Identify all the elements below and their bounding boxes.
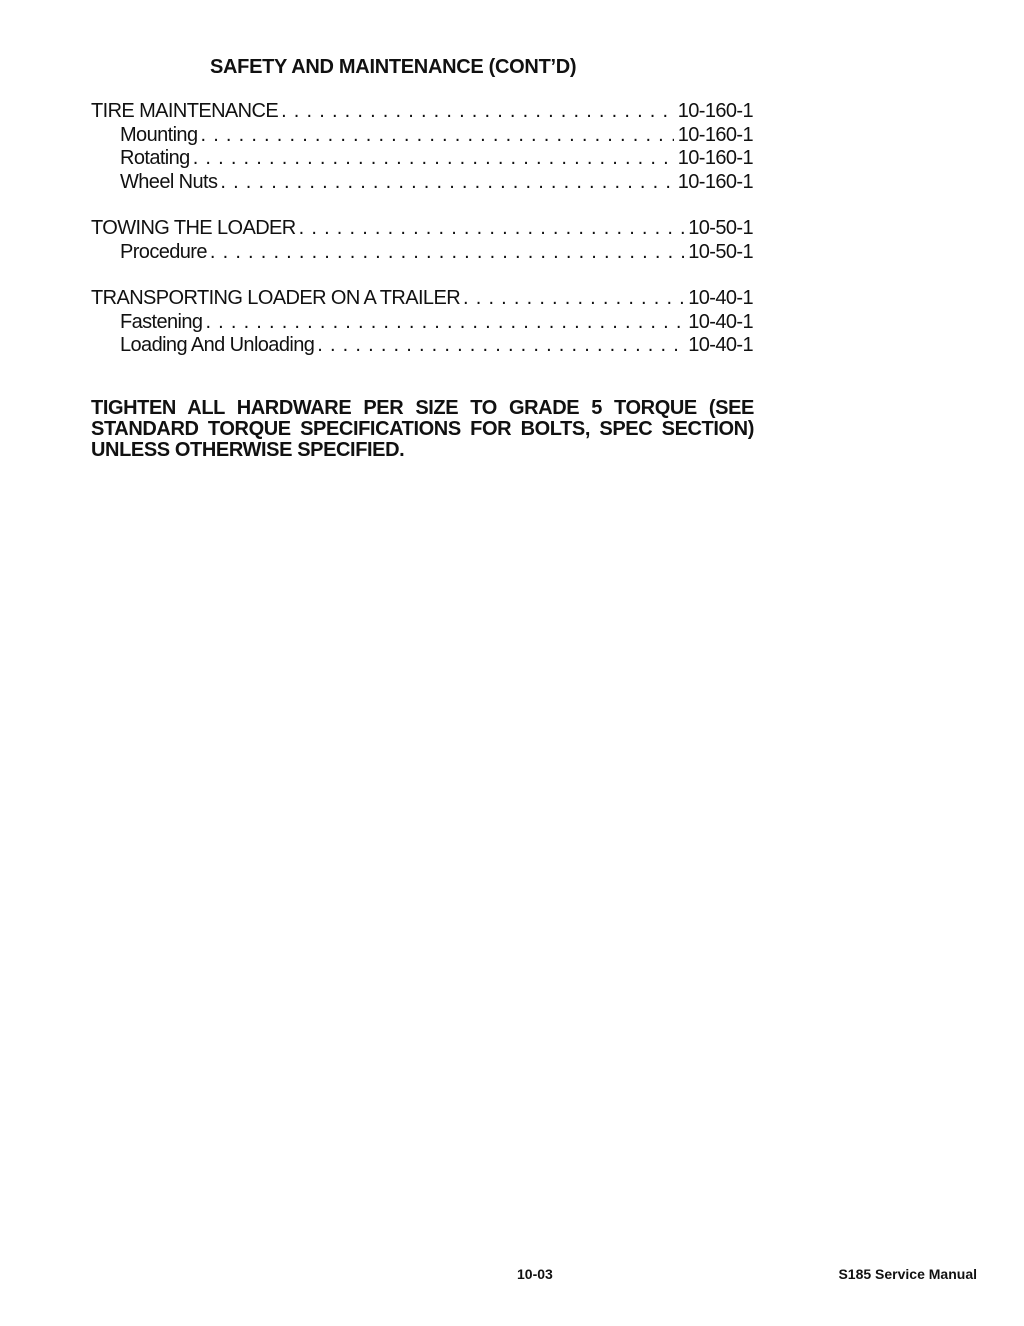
dot-leader [281, 100, 674, 124]
toc-entry[interactable] [91, 287, 753, 311]
toc-subentry[interactable] [91, 147, 753, 171]
toc-entry-label: Mounting [120, 123, 198, 146]
dot-leader [210, 241, 684, 265]
toc-entry-page: 10-40-1 [688, 310, 753, 333]
toc-entry-label: Loading And Unloading [120, 334, 315, 356]
dot-leader [299, 217, 685, 241]
toc-subentry[interactable] [91, 241, 753, 265]
footer-page-number: 10-03 [517, 1266, 553, 1282]
toc-entry-page: 10-40-1 [688, 287, 753, 309]
dot-leader [205, 311, 684, 335]
page-title: SAFETY AND MAINTENANCE (CONT’D) [210, 56, 577, 78]
footer-manual-name: S185 Service Manual [838, 1266, 977, 1282]
toc-section-tire-maintenance [91, 100, 753, 194]
dot-leader [220, 171, 673, 195]
toc-entry-page: 10-40-1 [688, 334, 753, 356]
dot-leader [193, 147, 674, 171]
dot-leader [463, 287, 684, 311]
toc-entry-page: 10-50-1 [688, 217, 753, 239]
toc-entry-page: 10-160-1 [677, 147, 753, 169]
toc-entry-label: Procedure [120, 240, 207, 263]
toc-entry-page: 10-160-1 [677, 170, 753, 193]
toc-subentry[interactable] [91, 124, 753, 148]
toc-entry[interactable] [91, 217, 753, 241]
toc-entry-page: 10-160-1 [677, 123, 753, 146]
torque-note: TIGHTEN ALL HARDWARE PER SIZE TO GRADE 5 TORQUE (SEE STANDARD TORQUE SPECIFICATIONS FOR BOLTS, SPEC SECTION) UNLESS OTHERWISE SPECIFIED. [91, 397, 754, 461]
dot-leader [200, 124, 673, 148]
toc-entry-label: Rotating [120, 147, 190, 169]
toc-entry-page: 10-50-1 [688, 240, 753, 263]
toc-entry-label: Wheel Nuts [120, 170, 218, 193]
table-of-contents [91, 100, 753, 381]
toc-entry-label: TRANSPORTING LOADER ON A TRAILER [91, 287, 461, 309]
toc-subentry[interactable] [91, 334, 753, 358]
dot-leader [317, 334, 684, 358]
toc-entry-page: 10-160-1 [677, 100, 753, 122]
toc-entry-label: TOWING THE LOADER [91, 217, 296, 239]
toc-entry-label: TIRE MAINTENANCE [91, 100, 279, 122]
toc-entry-label: Fastening [120, 310, 203, 333]
toc-section-towing [91, 217, 753, 264]
toc-section-transporting [91, 287, 753, 358]
toc-entry[interactable] [91, 100, 753, 124]
toc-subentry[interactable] [91, 311, 753, 335]
toc-subentry[interactable] [91, 171, 753, 195]
